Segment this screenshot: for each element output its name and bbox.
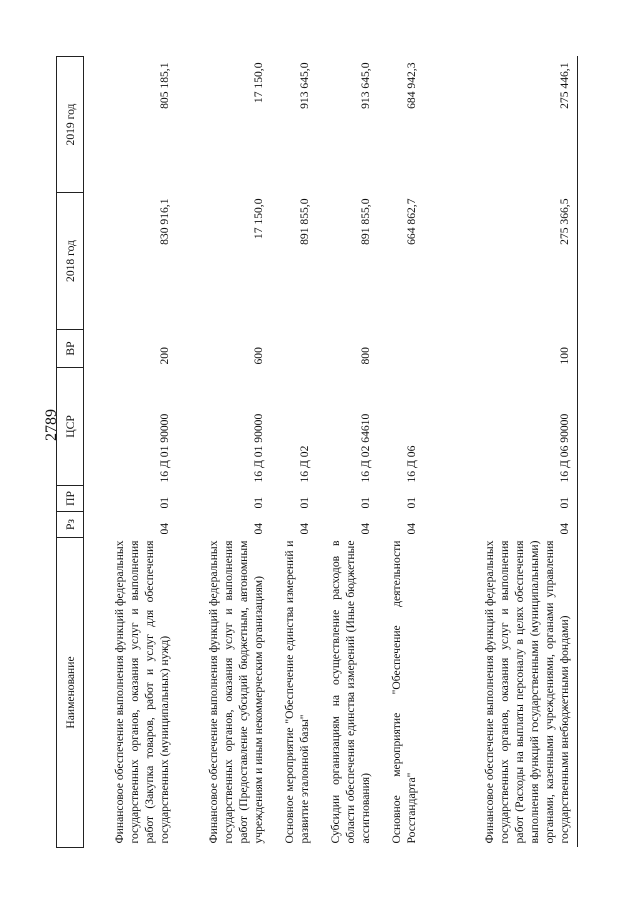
- row-2018: 17 150,0: [251, 198, 265, 240]
- header-csr: ЦСР: [57, 368, 84, 486]
- row-vr: 100: [424, 330, 578, 368]
- row-rz: 04: [404, 522, 418, 535]
- row-2019: 684 942,3: [404, 62, 418, 109]
- table-row: [378, 57, 424, 848]
- row-2018: 891 855,0: [297, 198, 311, 245]
- row-2018: 830 916,1: [157, 198, 171, 245]
- row-rz: 04: [297, 522, 311, 535]
- header-pr: ПР: [57, 486, 84, 512]
- header-rz: Рз: [57, 512, 84, 538]
- table-row: [424, 57, 578, 848]
- table-row: [84, 57, 177, 848]
- row-name: Основное мероприятие "Обеспечение деятельности Росстандарта": [389, 540, 418, 844]
- header-2019: 2019 год: [57, 57, 84, 193]
- row-rz: 04: [251, 522, 265, 535]
- row-csr: 16 Д 01 90000: [251, 413, 265, 483]
- row-pr: 01: [424, 486, 578, 512]
- row-rz: 04: [358, 522, 372, 535]
- row-2019: 17 150,0: [251, 62, 265, 104]
- header-2018: 2018 год: [57, 193, 84, 330]
- row-pr: 01: [297, 496, 311, 509]
- table-row: [317, 57, 378, 848]
- budget-table: [56, 56, 578, 848]
- row-pr: 01: [157, 496, 171, 509]
- row-2019: 913 645,0: [358, 62, 372, 109]
- row-csr: 16 Д 02: [297, 445, 311, 483]
- row-2018: 664 862,7: [404, 198, 418, 245]
- row-2019: 913 645,0: [297, 62, 311, 109]
- row-name: Финансовое обеспечение выполнения функций федеральных государственных органов, оказания услуг и выполнения работ (Закупка товаров, работ и услуг для обеспечения государственных (муниципальных) нужд): [112, 540, 171, 844]
- row-rz: 04: [424, 512, 578, 538]
- row-2019: 805 185,1: [157, 62, 171, 109]
- rotated-page-content: [56, 57, 600, 848]
- row-vr: 600: [251, 347, 265, 365]
- table-row: [271, 57, 317, 848]
- row-vr: 200: [157, 347, 171, 365]
- header-name: Наименование: [57, 538, 84, 848]
- row-pr: 01: [404, 496, 418, 509]
- row-csr: 16 Д 02 64610: [358, 413, 372, 483]
- row-vr: [378, 330, 424, 368]
- row-name: Финансовое обеспечение выполнения функций федеральных государственных органов, оказания услуг и выполнения работ (Расходы на выплаты персоналу в целях обеспечения выполнения функций государственными (муниципальными) органами, казенными учреждениями, органами управления государственными внебюджетными фондами): [424, 538, 578, 848]
- row-vr: 800: [358, 347, 372, 365]
- row-pr: 01: [358, 496, 372, 509]
- row-vr: [271, 330, 317, 368]
- header-vr: ВР: [57, 330, 84, 368]
- row-2019: 275 446,1: [424, 57, 578, 193]
- page-number: 2789: [43, 409, 60, 441]
- row-name: Основное мероприятие "Обеспечение единства измерений и развитие эталонной базы": [282, 540, 311, 844]
- row-csr: 16 Д 01 90000: [157, 413, 171, 483]
- row-2018: 275 366,5: [424, 193, 578, 330]
- row-pr: 01: [251, 496, 265, 509]
- row-csr: 16 Д 06: [404, 445, 418, 483]
- row-name: Субсидии организациям на осуществление расходов в области обеспечения единства измерений (Иные бюджетные ассигнования): [328, 540, 372, 844]
- row-name: Финансовое обеспечение выполнения функций федеральных государственных органов, оказания услуг и выполнения работ (Предоставление субсидий бюджетным, автономным учреждениям и иным некоммерческим организациям): [206, 540, 265, 844]
- row-rz: 04: [157, 522, 171, 535]
- row-csr: 16 Д 06 90000: [424, 368, 578, 486]
- row-2018: 891 855,0: [358, 198, 372, 245]
- table-row: [177, 57, 271, 848]
- table-header-row: [57, 57, 84, 848]
